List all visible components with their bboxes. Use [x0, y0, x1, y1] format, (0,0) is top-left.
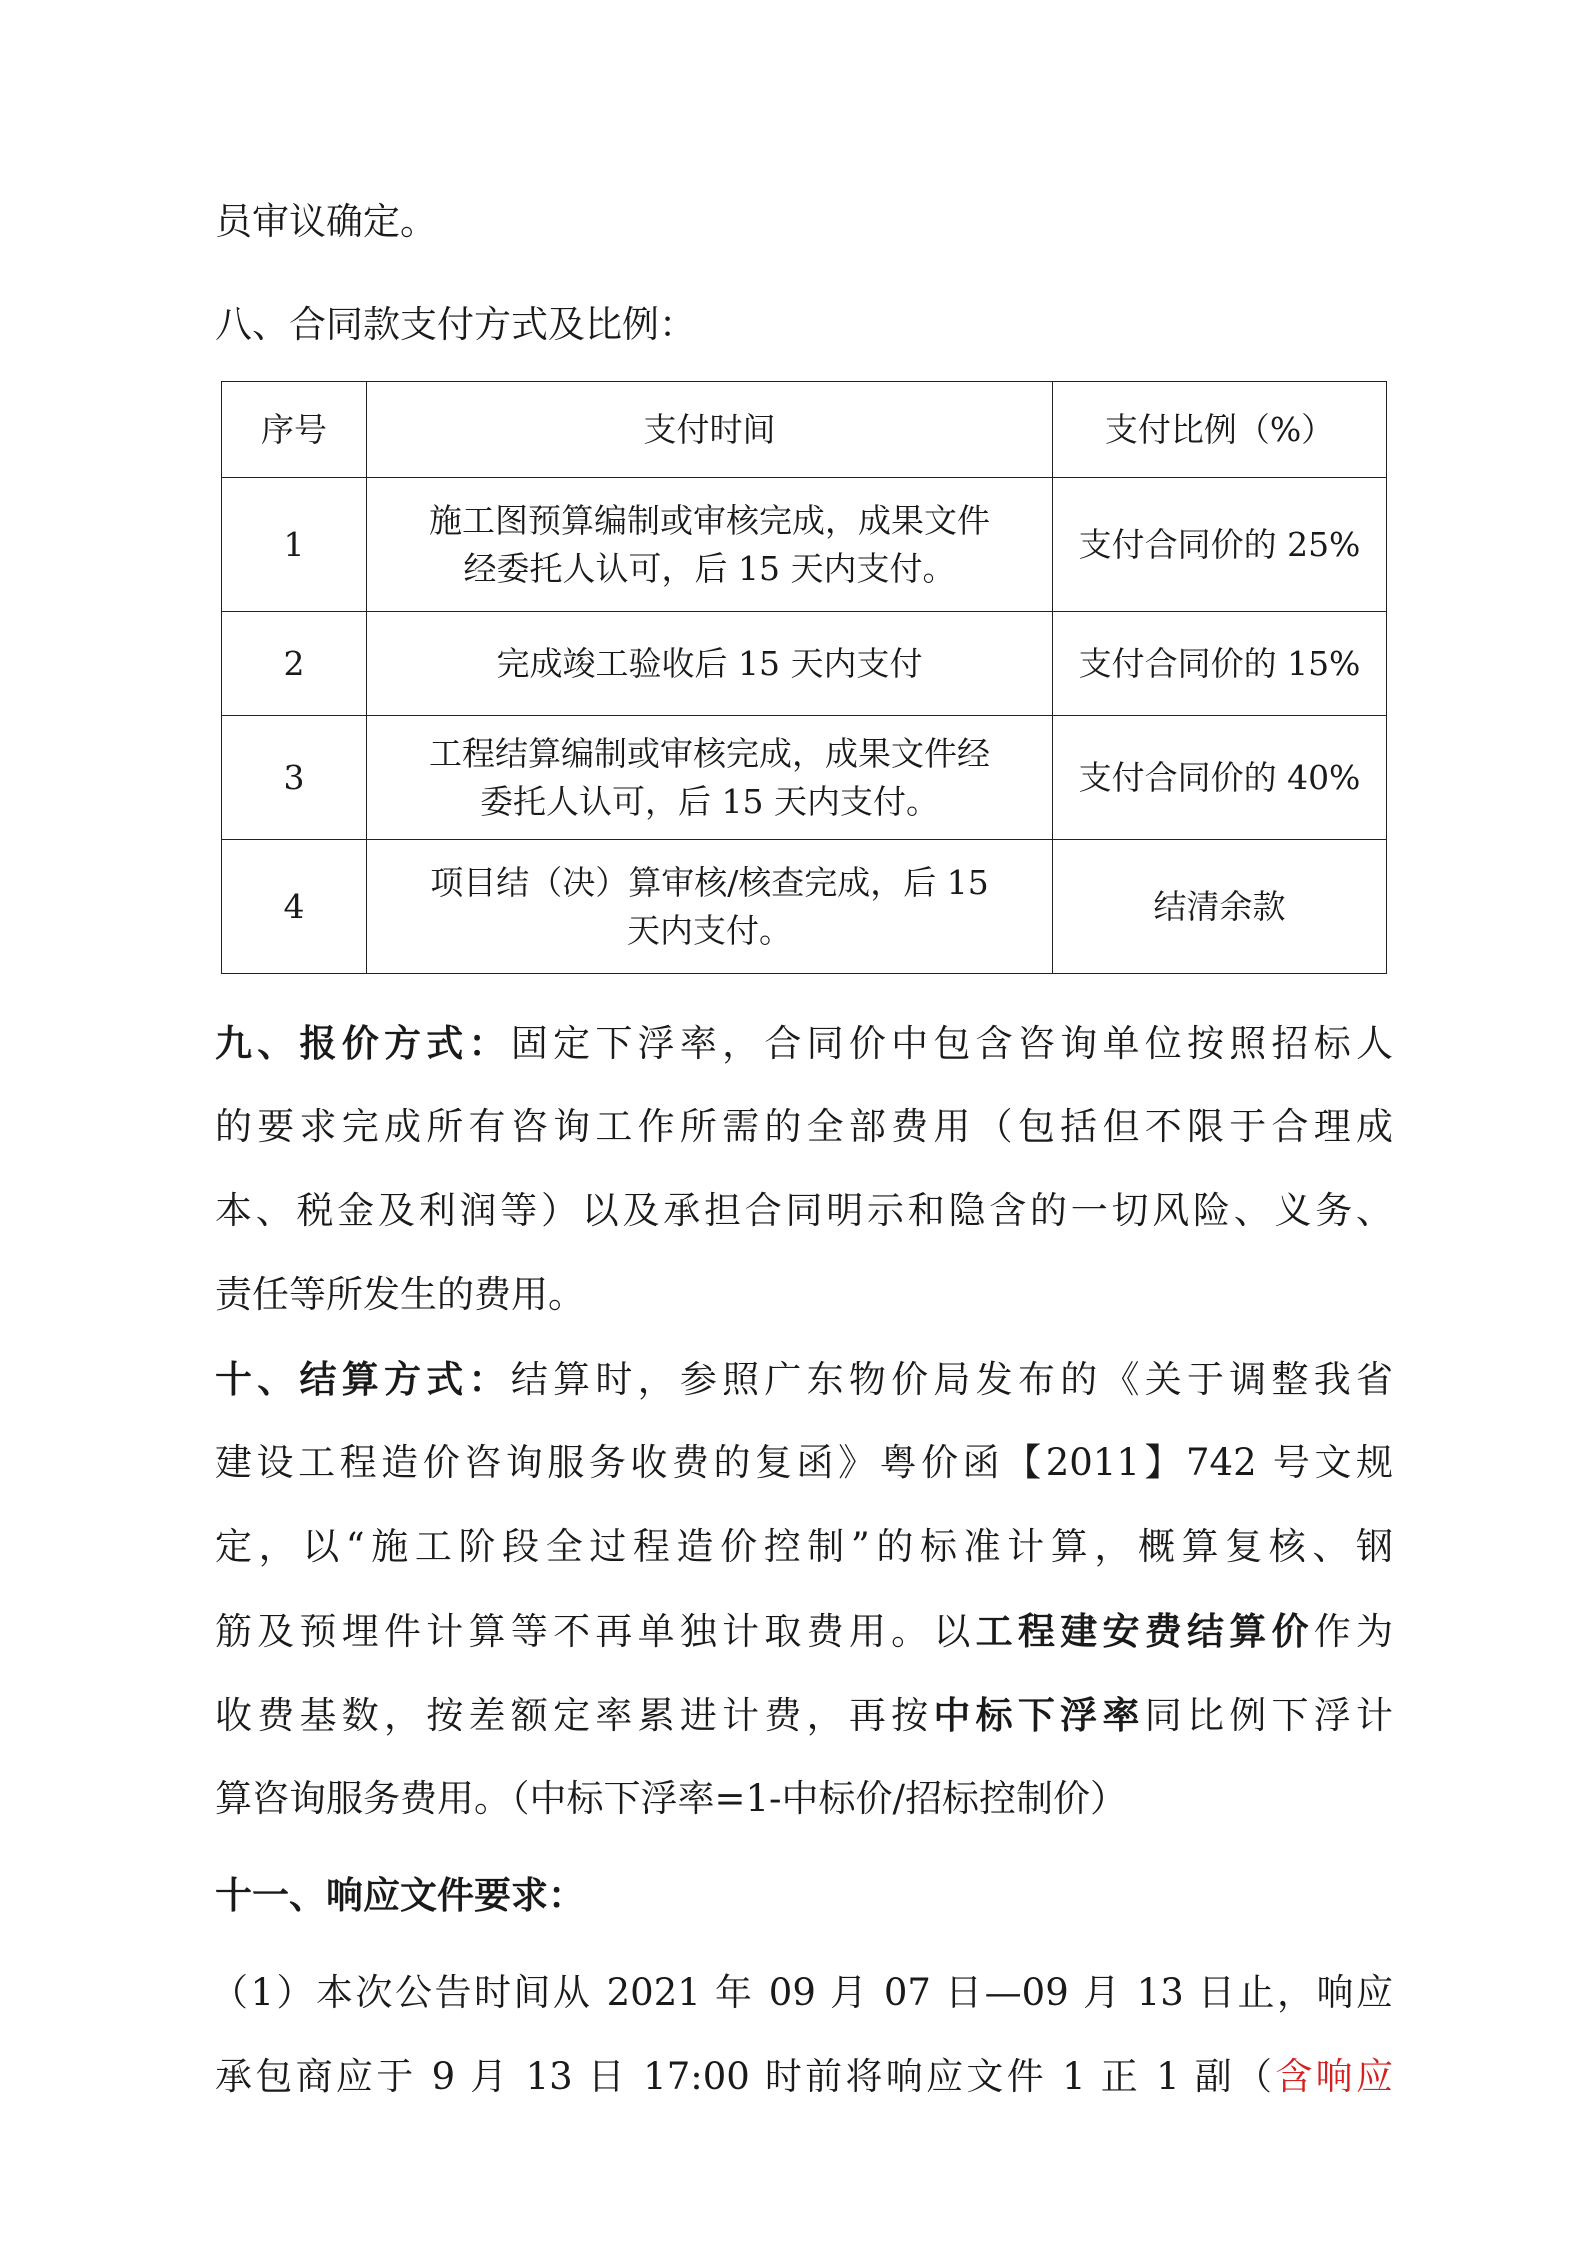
section10-title: 十、结算方式： — [215, 1357, 511, 1401]
section10-line: 建设工程造价咨询服务收费的复函》粤价函【2011】742 号文规 — [215, 1441, 1393, 1484]
red-note: 含响应 — [1275, 2055, 1393, 2098]
section11-title: 十一、响应文件要求： — [215, 1873, 585, 1917]
row-ratio: 支付合同价的 25% — [1053, 478, 1387, 612]
row-ratio: 支付合同价的 15% — [1053, 612, 1387, 716]
row-time-line: 施工图预算编制或审核完成，成果文件 — [429, 500, 990, 540]
row-time — [367, 840, 1053, 974]
table-row — [222, 840, 1387, 974]
header-no: 序号 — [222, 382, 367, 478]
row-time — [367, 612, 1053, 716]
row-time-line: 工程结算编制或审核完成，成果文件经 — [429, 733, 990, 773]
emphasis-settlement-price: 工程建安费结算价 — [975, 1609, 1314, 1653]
intro-tail-text: 员审议确定。 — [215, 200, 437, 243]
section9-line — [215, 1019, 1393, 1068]
row-ratio: 结清余款 — [1053, 840, 1387, 974]
table-header-row — [222, 382, 1387, 478]
header-ratio: 支付比例（%） — [1053, 382, 1387, 478]
section11-text: 承包商应于 9 月 13 日 17:00 时前将响应文件 1 正 1 副（ — [215, 2055, 1276, 2098]
section10-text: 筋及预埋件计算等不再单独计取费用。以 — [215, 1610, 976, 1653]
section10-line: 算咨询服务费用。（中标下浮率=1-中标价/招标控制价） — [215, 1777, 1128, 1820]
row-no: 2 — [222, 612, 367, 716]
row-no: 4 — [222, 840, 367, 974]
section10-line — [215, 1355, 1393, 1404]
section10-text: 作为 — [1313, 1610, 1394, 1653]
section10-line: 定，以“施工阶段全过程造价控制”的标准计算，概算复核、钢 — [215, 1525, 1393, 1568]
row-no: 1 — [222, 478, 367, 612]
row-time-line: 项目结（决）算审核/核查完成，后 15 — [430, 862, 989, 902]
section9-text: 固定下浮率，合同价中包含咨询单位按照招标人 — [510, 1022, 1394, 1065]
section9-title: 九、报价方式： — [215, 1021, 511, 1065]
table-row — [222, 478, 1387, 612]
table-row — [222, 716, 1387, 840]
payment-table — [221, 381, 1387, 974]
section9-line: 责任等所发生的费用。 — [215, 1273, 585, 1316]
section10-text: 收费基数，按差额定率累进计费，再按 — [215, 1694, 934, 1737]
section11-line: （1）本次公告时间从 2021 年 09 月 07 日—09 月 13 日止，响应 — [211, 1971, 1393, 2014]
row-time — [367, 478, 1053, 612]
section11-line — [215, 2053, 1393, 2101]
emphasis-discount-rate: 中标下浮率 — [933, 1693, 1145, 1737]
row-ratio: 支付合同价的 40% — [1053, 716, 1387, 840]
section9-line: 本、税金及利润等）以及承担合同明示和隐含的一切风险、义务、 — [215, 1189, 1393, 1232]
section10-line — [215, 1691, 1393, 1740]
section10-line — [215, 1607, 1393, 1656]
row-time — [367, 716, 1053, 840]
table-row — [222, 612, 1387, 716]
section9-line: 的要求完成所有咨询工作所需的全部费用（包括但不限于合理成 — [215, 1105, 1393, 1148]
section8-title: 八、合同款支付方式及比例： — [215, 303, 696, 346]
row-time-line: 天内支付。 — [627, 910, 792, 950]
row-time-line: 完成竣工验收后 15 天内支付 — [496, 643, 923, 683]
section10-text: 同比例下浮计 — [1144, 1694, 1393, 1737]
row-time-line: 委托人认可，后 15 天内支付。 — [480, 781, 939, 821]
header-time: 支付时间 — [367, 382, 1053, 478]
section10-text: 结算时，参照广东物价局发布的《关于调整我省 — [510, 1358, 1394, 1401]
row-time-line: 经委托人认可，后 15 天内支付。 — [463, 548, 956, 588]
row-no: 3 — [222, 716, 367, 840]
